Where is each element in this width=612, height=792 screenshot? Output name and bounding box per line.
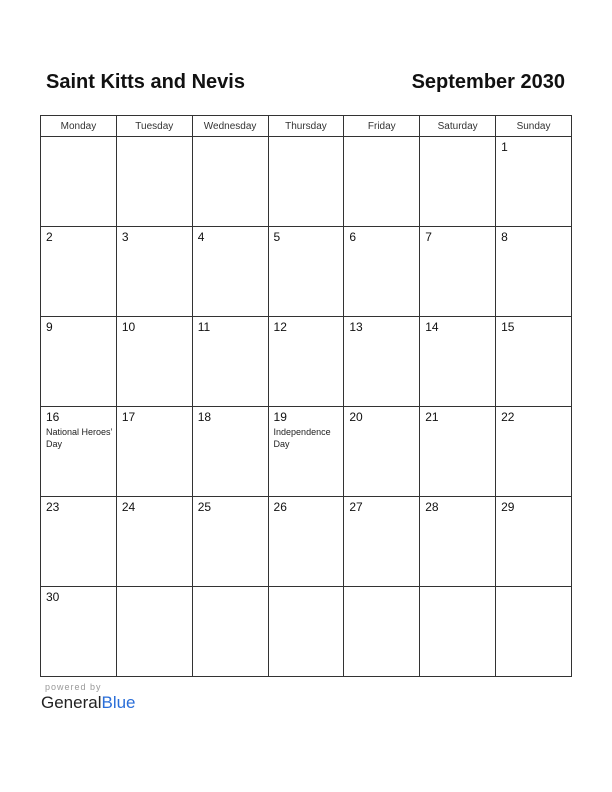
day-number: 17 xyxy=(121,410,136,424)
day-cell xyxy=(41,587,117,677)
weekday-tuesday: Tuesday xyxy=(116,116,192,137)
day-number: 28 xyxy=(425,500,439,514)
day-cell xyxy=(192,497,268,587)
day-number: 15 xyxy=(501,320,515,334)
day-number: 29 xyxy=(501,500,515,514)
generalblue-logo xyxy=(41,693,136,713)
brand-text-blue: Blue xyxy=(101,693,136,712)
empty-day-cell xyxy=(420,587,496,677)
weekday-friday: Friday xyxy=(344,116,420,137)
empty-day-cell xyxy=(496,587,572,677)
day-number: 25 xyxy=(197,500,212,514)
day-cell xyxy=(420,407,496,497)
day-cell xyxy=(344,407,420,497)
day-number: 3 xyxy=(121,230,129,244)
holiday-label: National Heroes’ Day xyxy=(46,427,113,449)
day-cell xyxy=(268,497,344,587)
holiday-label: Independence Day xyxy=(273,427,331,449)
empty-day-cell xyxy=(420,137,496,227)
empty-day-cell xyxy=(344,137,420,227)
day-number: 24 xyxy=(121,500,136,514)
day-number: 4 xyxy=(197,230,205,244)
day-cell xyxy=(344,497,420,587)
day-number: 26 xyxy=(273,500,287,514)
weekday-monday: Monday xyxy=(41,116,117,137)
empty-day-cell xyxy=(116,587,192,677)
day-cell xyxy=(268,407,344,497)
day-number: 2 xyxy=(46,230,53,244)
day-number: 21 xyxy=(425,410,439,424)
day-number: 20 xyxy=(349,410,363,424)
weekday-sunday: Sunday xyxy=(496,116,572,137)
day-cell xyxy=(116,227,192,317)
empty-day-cell xyxy=(192,587,268,677)
powered-by-label: powered by xyxy=(45,682,102,692)
day-number: 10 xyxy=(121,320,136,334)
weekday-wednesday: Wednesday xyxy=(192,116,268,137)
day-cell xyxy=(268,227,344,317)
day-cell xyxy=(420,227,496,317)
day-number: 12 xyxy=(273,320,287,334)
day-cell xyxy=(496,497,572,587)
week-row xyxy=(41,587,572,677)
day-cell xyxy=(192,407,268,497)
day-number: 5 xyxy=(273,230,281,244)
day-cell xyxy=(116,497,192,587)
empty-day-cell xyxy=(192,137,268,227)
day-number: 11 xyxy=(197,320,211,334)
calendar-month-title: September 2030 xyxy=(411,71,565,93)
empty-day-cell xyxy=(268,587,344,677)
day-cell xyxy=(496,137,572,227)
day-number: 14 xyxy=(425,320,439,334)
empty-day-cell xyxy=(268,137,344,227)
weekday-thursday: Thursday xyxy=(268,116,344,137)
week-row xyxy=(41,407,572,497)
brand-text-general: General xyxy=(41,693,102,712)
day-number: 1 xyxy=(501,140,508,154)
empty-day-cell xyxy=(344,587,420,677)
week-row xyxy=(41,227,572,317)
day-cell xyxy=(192,317,268,407)
day-number: 9 xyxy=(46,320,53,334)
day-cell xyxy=(41,497,117,587)
empty-day-cell xyxy=(116,137,192,227)
calendar-grid xyxy=(40,115,572,677)
day-cell xyxy=(116,407,192,497)
day-cell xyxy=(344,317,420,407)
day-number: 7 xyxy=(425,230,432,244)
day-number: 30 xyxy=(46,590,60,604)
day-cell xyxy=(420,497,496,587)
day-cell xyxy=(41,407,117,497)
day-number: 13 xyxy=(349,320,363,334)
week-row xyxy=(41,317,572,407)
day-number: 22 xyxy=(501,410,515,424)
week-row xyxy=(41,497,572,587)
day-number: 27 xyxy=(349,500,363,514)
day-cell xyxy=(41,317,117,407)
weekday-header-row xyxy=(41,116,572,137)
week-row xyxy=(41,137,572,227)
day-cell xyxy=(116,317,192,407)
weekday-saturday: Saturday xyxy=(420,116,496,137)
day-number: 23 xyxy=(46,500,60,514)
day-cell xyxy=(344,227,420,317)
day-number: 6 xyxy=(349,230,357,244)
day-cell xyxy=(268,317,344,407)
calendar-country-title: Saint Kitts and Nevis xyxy=(46,71,245,93)
day-cell xyxy=(192,227,268,317)
empty-day-cell xyxy=(41,137,117,227)
day-number: 19 xyxy=(273,410,287,424)
day-cell xyxy=(496,227,572,317)
day-number: 18 xyxy=(197,410,212,424)
day-number: 8 xyxy=(501,230,508,244)
day-cell xyxy=(496,407,572,497)
day-cell xyxy=(420,317,496,407)
day-number: 16 xyxy=(46,410,60,424)
day-cell xyxy=(496,317,572,407)
day-cell xyxy=(41,227,117,317)
